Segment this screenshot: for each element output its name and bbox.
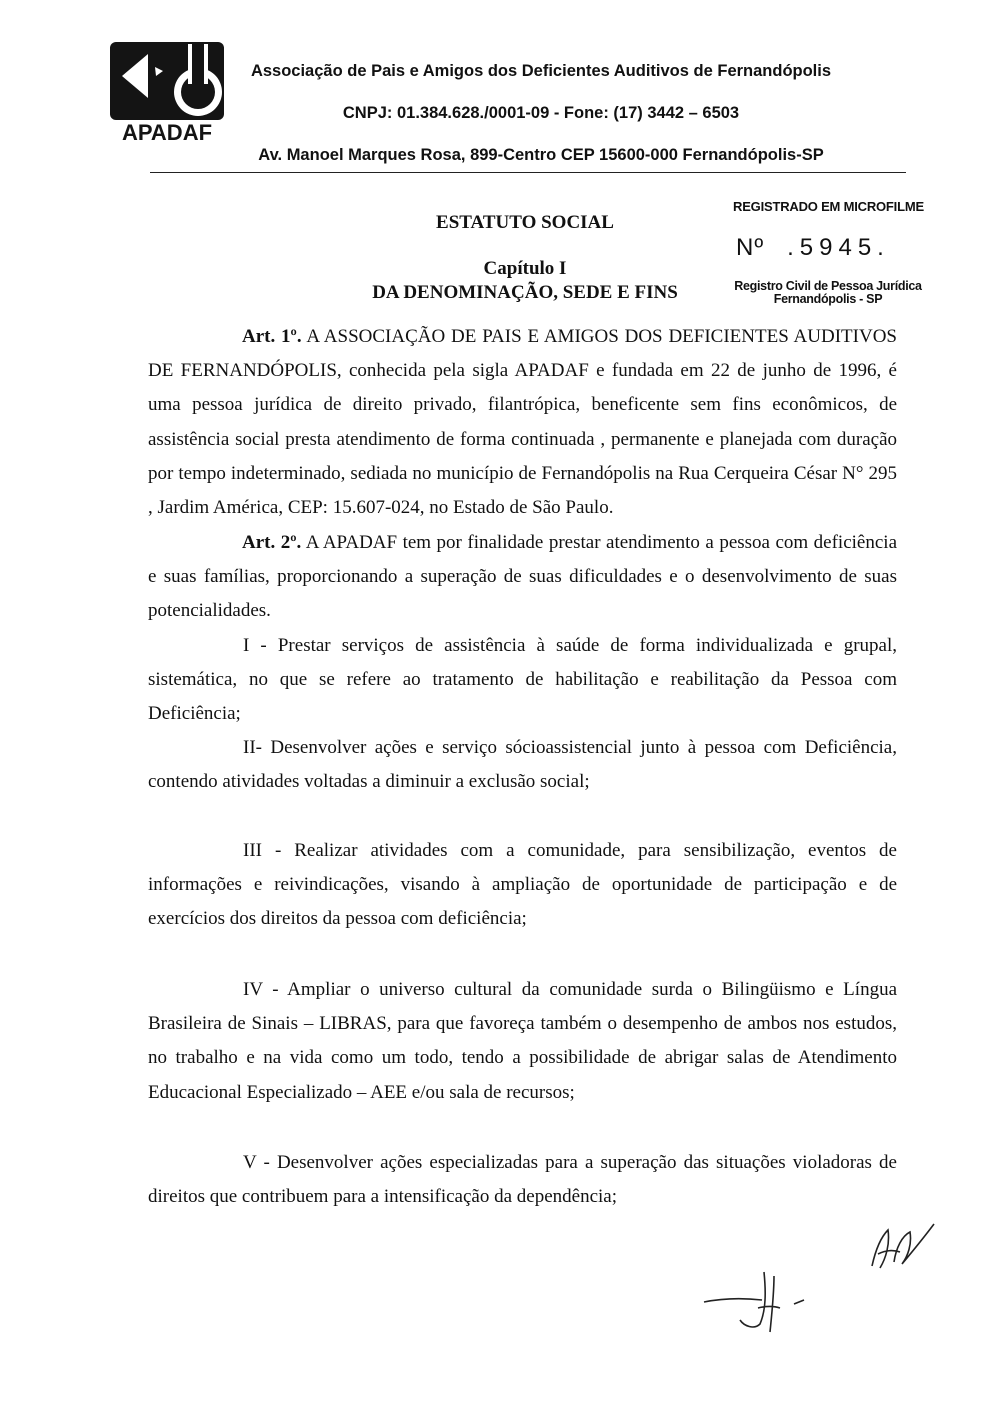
microfilm-stamp-label: REGISTRADO EM MICROFILME: [733, 199, 924, 214]
contact-line: CNPJ: 01.384.628./0001-09 - Fone: (17) 3442 – 6503: [342, 104, 740, 122]
ear-logo-icon: [108, 40, 226, 144]
item-i-text: I - Prestar serviços de assistência à saúde de forma individualizada e grupal, sistemática, no que se refere ao tratamento de habilitação e reabilitação da Pessoa com Deficiência;: [148, 635, 897, 725]
apadaf-logo: [108, 40, 226, 144]
microfilm-number: [736, 234, 890, 262]
chapter-number: Capítulo I: [483, 258, 567, 279]
association-name: Associação de Pais e Amigos dos Deficientes Auditivos de Fernandópolis: [250, 62, 832, 80]
document-title: ESTATUTO SOCIAL: [436, 212, 614, 233]
item-ii-text: II- Desenvolver ações e serviço sócioassistencial junto à pessoa com Deficiência, contendo atividades voltadas a diminuir a exclusão social;: [148, 737, 897, 793]
address-line: Av. Manoel Marques Rosa, 899-Centro CEP 15600-000 Fernandópolis-SP: [258, 146, 824, 164]
chapter-title: DA DENOMINAÇÃO, SEDE E FINS: [372, 282, 678, 303]
svg-text:APADAF: APADAF: [121, 120, 213, 144]
article-1-label: Art. 1º.: [242, 326, 302, 347]
item-v: [148, 1146, 897, 1214]
item-iv-text: IV - Ampliar o universo cultural da comunidade surda o Bilingüismo e Língua Brasileira de Sinais – LIBRAS, para que favoreça também o desempenho de ambos nos estudos, no trabalho e na vida como um todo, tendo a possibilidade de abrigar salas de Atendimento Educacional Especializado – AEE e/ou sala de recursos;: [148, 979, 897, 1103]
article-1-text: A ASSOCIAÇÃO DE PAIS E AMIGOS DOS DEFICIENTES AUDITIVOS DE FERNANDÓPOLIS, conhecida pela sigla APADAF e fundada em 22 de junho de 1996, é uma pessoa jurídica de direito privado, filantrópica, beneficente sem fins econômicos, de assistência social presta atendimento de forma continuada , permanente e planejada com duração por tempo indeterminado, sediada no município de Fernandópolis na Rua Cerqueira César N° 295 , Jardim América, CEP: 15.607-024, no Estado de São Paulo.: [148, 326, 897, 519]
item-i: [148, 629, 897, 732]
item-v-text: V - Desenvolver ações especializadas para a superação das situações violadoras de direitos que contribuem para a intensificação da dependência;: [148, 1152, 897, 1208]
header-divider: [150, 172, 906, 173]
number-prefix: Nº: [736, 234, 765, 261]
item-iv: [148, 973, 897, 1110]
registry-stamp: [733, 280, 923, 306]
registration-number: .5945.: [787, 234, 890, 261]
handwritten-signature: [700, 1268, 820, 1338]
item-iii: [148, 834, 897, 937]
article-2-text: A APADAF tem por finalidade prestar atendimento a pessoa com deficiência e suas famílias, proporcionando a superação de suas dificuldades e o desenvolvimento de suas potencialidades.: [148, 532, 898, 622]
handwritten-initials: [860, 1218, 940, 1278]
item-iii-text: III - Realizar atividades com a comunidade, para sensibilização, eventos de informações e reivindicações, visando à ampliação de oportunidade de participação e de exercícios dos direitos da pessoa com deficiência;: [148, 840, 897, 930]
item-ii: [148, 731, 897, 799]
article-2: [148, 526, 897, 629]
registry-line-2: Fernandópolis - SP: [773, 292, 883, 306]
registry-line-1: Registro Civil de Pessoa Jurídica: [734, 279, 922, 293]
article-2-label: Art. 2º.: [242, 532, 302, 553]
article-1: [148, 320, 897, 525]
